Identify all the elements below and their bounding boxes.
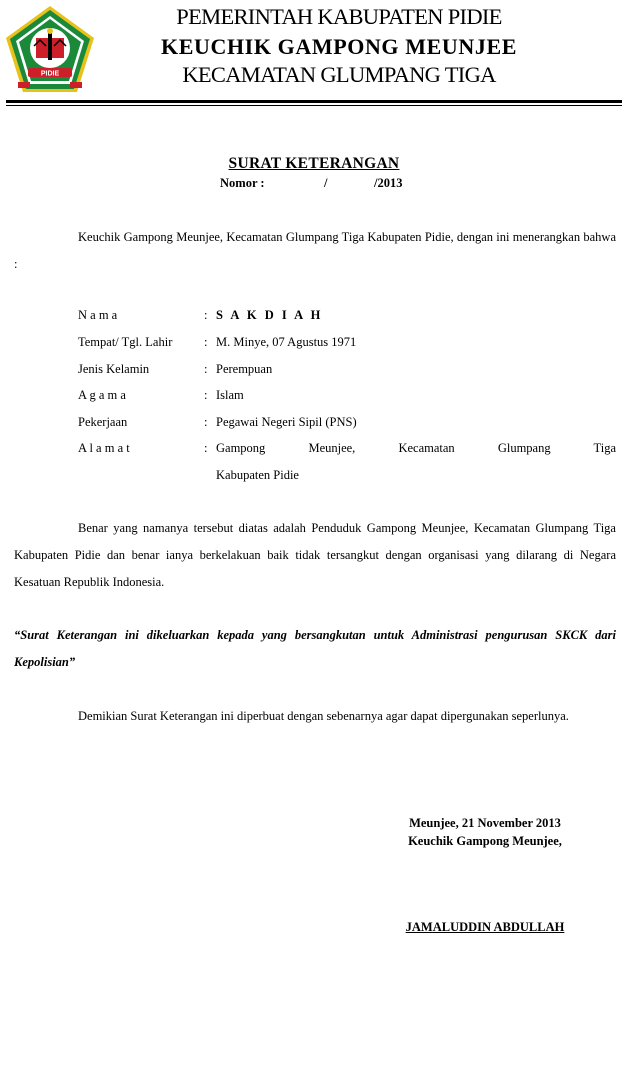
alamat-line-2: Kabupaten Pidie <box>216 468 299 482</box>
statement-text: Benar yang namanya tersebut diatas adalah Penduduk Gampong Meunjee, Kecamatan Glumpang Tiga Kabupaten Pidie dan benar ianya berkelakuan baik tidak tersangkut dengan organisasi yang dilarang di Negara Kesatuan Republik Indonesia. <box>14 521 616 589</box>
signer-title: Keuchik Gampong Meunjee, <box>408 834 562 848</box>
closing-text: Demikian Surat Keterangan ini diperbuat dengan sebenarnya agar dapat dipergunakan seperlunya. <box>78 709 569 723</box>
field-value-alamat <box>216 435 616 489</box>
field-colon: : <box>204 308 208 322</box>
purpose-paragraph: “Surat Keterangan ini dikeluarkan kepada yang bersangkutan untuk Administrasi pengurusan SKCK dari Kepolisian” <box>14 628 616 669</box>
statement-paragraph <box>14 515 616 596</box>
alamat-line-1: Gampong Meunjee, Kecamatan Glumpang Tiga <box>216 441 616 455</box>
field-colon: : <box>204 335 208 349</box>
nomor-slash: / <box>324 176 328 190</box>
signer-name: JAMALUDDIN ABDULLAH <box>405 920 565 934</box>
field-label-nama: N a m a <box>78 308 118 322</box>
field-value-nama: S A K D I A H <box>216 308 323 322</box>
emblem-icon <box>4 4 96 96</box>
closing-paragraph <box>14 703 616 730</box>
header-line-1: PEMERINTAH KABUPATEN PIDIE <box>176 4 502 29</box>
field-label-jenis-kelamin: Jenis Kelamin <box>78 362 150 376</box>
logo-text: PIDIE <box>40 70 60 78</box>
field-label-alamat: A l a m a t <box>78 441 130 455</box>
regency-emblem-logo <box>4 4 96 96</box>
place-date: Meunjee, 21 November 2013 <box>409 816 561 830</box>
field-label-pekerjaan: Pekerjaan <box>78 415 128 429</box>
intro-text: Keuchik Gampong Meunjee, Kecamatan Glumpang Tiga Kabupaten Pidie, dengan ini menerangkan bahwa : <box>14 230 616 271</box>
field-value-agama: Islam <box>216 388 244 402</box>
field-colon: : <box>204 441 208 455</box>
field-colon: : <box>204 415 208 429</box>
nomor-year: /2013 <box>374 176 403 190</box>
field-value-pekerjaan: Pegawai Negeri Sipil (PNS) <box>216 415 357 429</box>
header-rule-thick <box>6 100 622 103</box>
field-colon: : <box>204 388 208 402</box>
field-label-tempat-lahir: Tempat/ Tgl. Lahir <box>78 335 173 349</box>
field-colon: : <box>204 362 208 376</box>
field-value-jenis-kelamin: Perempuan <box>216 362 273 376</box>
field-value-tempat-lahir: M. Minye, 07 Agustus 1971 <box>216 335 357 349</box>
header-rule-thin <box>6 105 622 106</box>
field-label-agama: A g a m a <box>78 388 126 402</box>
intro-paragraph <box>14 224 616 278</box>
nomor-label: Nomor : <box>220 176 265 190</box>
header-line-3: KECAMATAN GLUMPANG TIGA <box>182 62 496 87</box>
header-line-2: KEUCHIK GAMPONG MEUNJEE <box>160 34 518 59</box>
letter-title: SURAT KETERANGAN <box>228 155 400 172</box>
